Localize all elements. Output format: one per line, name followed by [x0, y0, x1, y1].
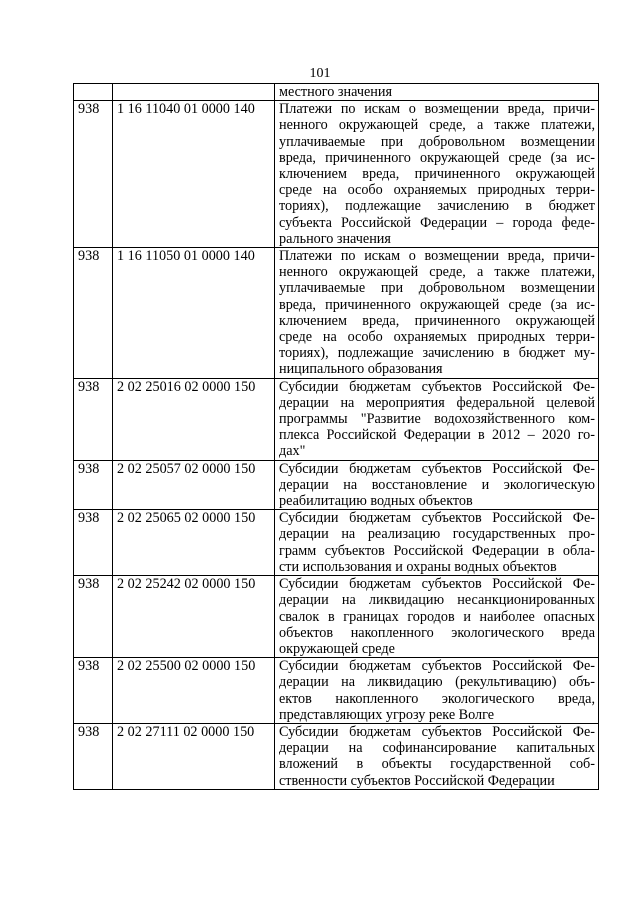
admin-code-cell: 938: [74, 658, 113, 724]
admin-code-cell: 938: [74, 460, 113, 510]
budget-code-cell: 2 02 25500 02 0000 150: [113, 658, 275, 724]
description-line: Платежи по искам о возмещении вреда, причи-: [279, 101, 595, 118]
description-line: представляющих угрозу реке Волге: [279, 706, 495, 723]
table-row: [74, 576, 599, 658]
description-cell: [275, 248, 599, 379]
description-line: уплачиваемые при добровольном возмещении: [279, 280, 595, 297]
description-line: дерации на ликвидацию (рекультивацию) объ-: [279, 674, 595, 691]
description-cell: [275, 658, 599, 724]
budget-code-cell: 2 02 25065 02 0000 150: [113, 510, 275, 576]
budget-code-cell: 2 02 27111 02 0000 150: [113, 723, 275, 789]
admin-code-cell: 938: [74, 576, 113, 658]
description-line: вреда, причиненного окружающей среде (за ис-: [279, 149, 595, 166]
description-line: субъекта Российской Федерации – города феде-: [279, 214, 595, 231]
description-cell: [275, 101, 599, 248]
budget-code-cell: 2 02 25016 02 0000 150: [113, 378, 275, 460]
description-line: Субсидии бюджетам субъектов Российской Фе-: [279, 510, 595, 527]
description-line: среде на особо охраняемых природных терри-: [279, 182, 595, 199]
description-line: уплачиваемые при добровольном возмещении: [279, 133, 595, 150]
admin-code-cell: 938: [74, 378, 113, 460]
description-cell: [275, 460, 599, 510]
description-line: плекса Российской Федерации в 2012 – 2020 го-: [279, 427, 595, 444]
description-line: вложений в объекты государственной соб-: [279, 756, 595, 773]
description-line: окружающей среде: [279, 640, 395, 657]
page-number: 101: [309, 66, 331, 81]
description-line: дерации на ликвидацию несанкционированных: [279, 592, 595, 609]
description-line: дерации на реализацию государственных про-: [279, 526, 595, 543]
table-body: [74, 84, 599, 790]
description-cell: [275, 84, 599, 101]
description-line: Субсидии бюджетам субъектов Российской Фе-: [279, 460, 595, 477]
description-line: Субсидии бюджетам субъектов Российской Фе-: [279, 658, 595, 675]
description-line: рального значения: [279, 230, 391, 247]
description-line: ключением вреда, причиненного окружающей: [279, 312, 595, 329]
table-row: [74, 248, 599, 379]
admin-code-cell: 938: [74, 723, 113, 789]
description-line: ключением вреда, причиненного окружающей: [279, 166, 595, 183]
description-line: ственности субъектов Российской Федерации: [279, 772, 555, 789]
description-line: свалок в границах городов и наиболее опасных: [279, 608, 595, 625]
table-row: [74, 101, 599, 248]
description-cell: [275, 378, 599, 460]
description-line: ненного окружающей среде, а также платежи,: [279, 264, 595, 281]
admin-code-cell: 938: [74, 510, 113, 576]
description-cell: [275, 723, 599, 789]
description-line: среде на особо охраняемых природных терри-: [279, 329, 595, 346]
description-line: сти использования и охраны водных объектов: [279, 558, 557, 575]
description-line: ниципального образования: [279, 361, 443, 378]
table-row: [74, 460, 599, 510]
description-line: дерации на мероприятия федеральной целевой: [279, 394, 595, 411]
description-line: дах": [279, 443, 306, 460]
description-line: местного значения: [279, 84, 392, 100]
description-line: грамм субъектов Российской Федерации в обла-: [279, 542, 595, 559]
description-line: вреда, причиненного окружающей среде (за ис-: [279, 296, 595, 313]
budget-code-cell: [113, 84, 275, 101]
description-line: Субсидии бюджетам субъектов Российской Фе-: [279, 378, 595, 395]
description-line: Субсидии бюджетам субъектов Российской Фе-: [279, 723, 595, 740]
description-line: объектов накопленного экологического вреда: [279, 624, 595, 641]
description-line: ториях), подлежащие зачислению в бюджет му-: [279, 345, 595, 362]
description-line: дерации на восстановление и экологическую: [279, 476, 595, 493]
table-row: [74, 510, 599, 576]
table-row: [74, 723, 599, 789]
budget-classification-table: [73, 83, 599, 790]
description-cell: [275, 510, 599, 576]
budget-code-cell: 2 02 25242 02 0000 150: [113, 576, 275, 658]
budget-code-cell: 1 16 11050 01 0000 140: [113, 248, 275, 379]
budget-code-cell: 1 16 11040 01 0000 140: [113, 101, 275, 248]
description-line: реабилитацию водных объектов: [279, 493, 473, 510]
description-line: Субсидии бюджетам субъектов Российской Фе-: [279, 576, 595, 593]
admin-code-cell: 938: [74, 101, 113, 248]
table-row: [74, 378, 599, 460]
description-cell: [275, 576, 599, 658]
description-line: программы "Развитие водохозяйственного ком-: [279, 411, 595, 428]
description-line: ектов накопленного экологического вреда,: [279, 690, 595, 707]
description-line: Платежи по искам о возмещении вреда, причи-: [279, 248, 595, 265]
admin-code-cell: [74, 84, 113, 101]
admin-code-cell: 938: [74, 248, 113, 379]
description-line: ненного окружающей среде, а также платежи,: [279, 117, 595, 134]
budget-code-cell: 2 02 25057 02 0000 150: [113, 460, 275, 510]
continuation-row: [74, 84, 599, 101]
table-row: [74, 658, 599, 724]
description-line: дерации на софинансирование капитальных: [279, 740, 595, 757]
description-line: ториях), подлежащие зачислению в бюджет: [279, 198, 595, 215]
